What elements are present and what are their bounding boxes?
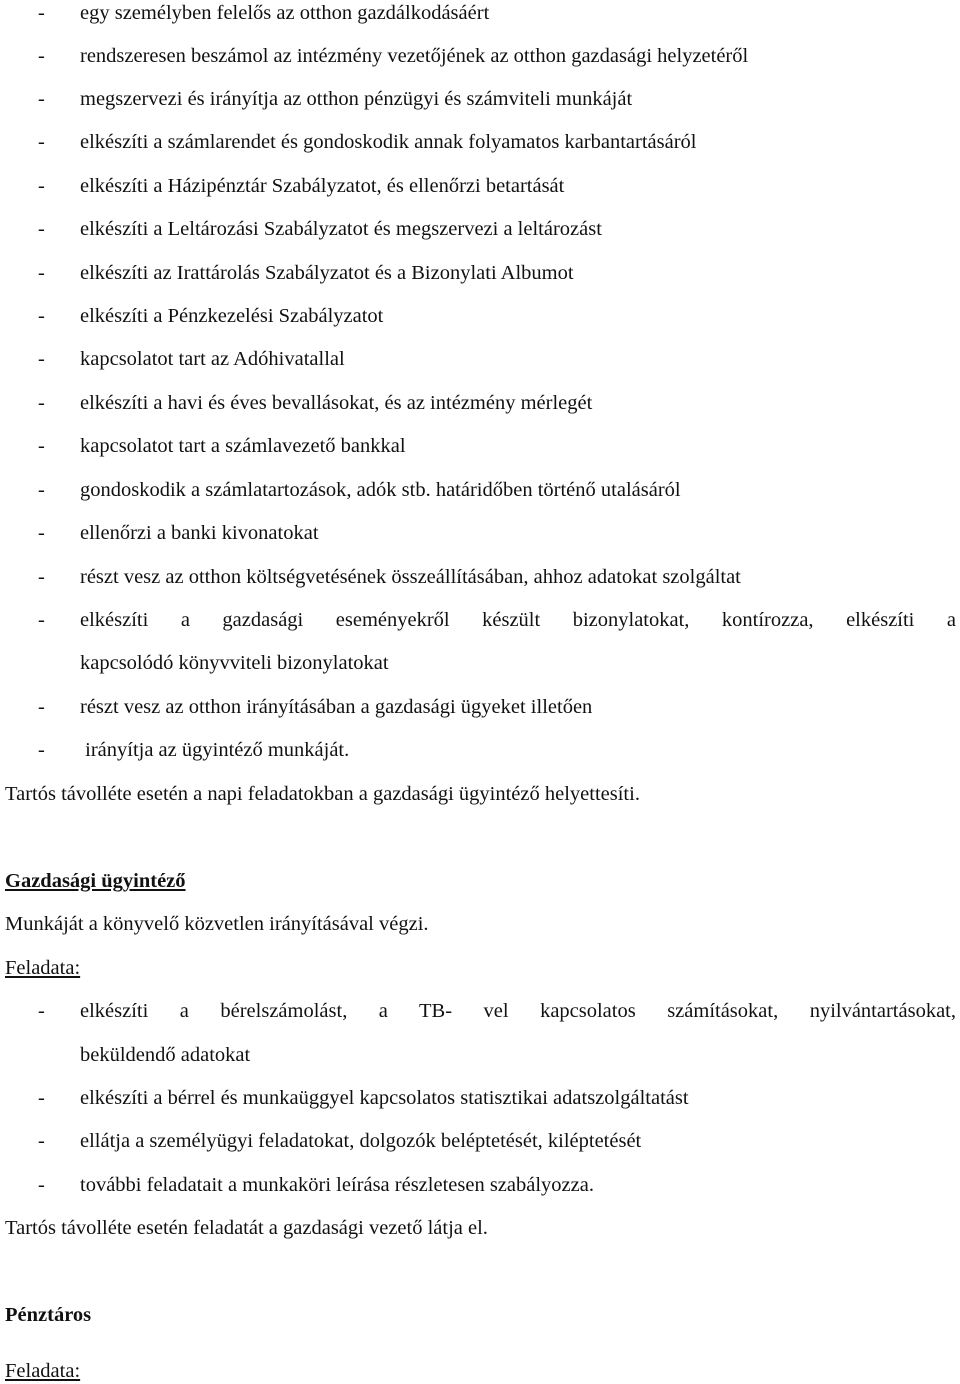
bullet-dash: - bbox=[38, 348, 45, 370]
list-item-text: kapcsolódó könyvviteli bizonylatokat bbox=[80, 652, 389, 674]
list-item-text: rendszeresen beszámol az intézmény vezetőjének az otthon gazdasági helyzetéről bbox=[80, 45, 749, 67]
section-intro: Munkáját a könyvelő közvetlen irányításával végzi. bbox=[5, 913, 429, 935]
absence-note: Tartós távolléte esetén a napi feladatokban a gazdasági ügyintéző helyettesíti. bbox=[5, 783, 640, 805]
bullet-dash: - bbox=[38, 609, 45, 631]
list-item-text: elkészíti a bérrel és munkaüggyel kapcsolatos statisztikai adatszolgáltatást bbox=[80, 1087, 689, 1109]
list-item-text: elkészíti a Pénzkezelési Szabályzatot bbox=[80, 305, 384, 327]
list-item-text: irányítja az ügyintéző munkáját. bbox=[80, 739, 350, 761]
list-item-text: kapcsolatot tart a számlavezető bankkal bbox=[80, 435, 406, 457]
list-item-text: részt vesz az otthon költségvetésének összeállításában, ahhoz adatokat szolgáltat bbox=[80, 566, 741, 588]
bullet-dash: - bbox=[38, 88, 45, 110]
bullet-dash: - bbox=[38, 1087, 45, 1109]
section-title: Pénztáros bbox=[5, 1304, 92, 1326]
bullet-dash: - bbox=[38, 522, 45, 544]
list-item-text: elkészíti a gazdasági eseményekről készült bizonylatokat, kontírozza, elkészíti a bbox=[80, 609, 956, 631]
list-item-text: elkészíti a Házipénztár Szabályzatot, és ellenőrzi betartását bbox=[80, 175, 565, 197]
list-item-text: beküldendő adatokat bbox=[80, 1044, 251, 1066]
bullet-dash: - bbox=[38, 566, 45, 588]
list-item-text: elkészíti a számlarendet és gondoskodik annak folyamatos karbantartásáról bbox=[80, 131, 697, 153]
list-item-text: egy személyben felelős az otthon gazdálkodásáért bbox=[80, 2, 490, 24]
list-item-text: elkészíti a bérelszámolást, a TB- vel kapcsolatos számításokat, nyilvántartásokat, bbox=[80, 1000, 956, 1022]
bullet-dash: - bbox=[38, 131, 45, 153]
bullet-dash: - bbox=[38, 479, 45, 501]
list-item-text: elkészíti a havi és éves bevallásokat, és az intézmény mérlegét bbox=[80, 392, 593, 414]
list-item-text: ellenőrzi a banki kivonatokat bbox=[80, 522, 319, 544]
bullet-dash: - bbox=[38, 392, 45, 414]
bullet-dash: - bbox=[38, 1174, 45, 1196]
list-item-text: elkészíti a Leltározási Szabályzatot és megszervezi a leltározást bbox=[80, 218, 602, 240]
list-item-text: megszervezi és irányítja az otthon pénzügyi és számviteli munkáját bbox=[80, 88, 633, 110]
tasks-label: Feladata: bbox=[5, 957, 81, 979]
bullet-dash: - bbox=[38, 175, 45, 197]
bullet-dash: - bbox=[38, 45, 45, 67]
list-item-text: elkészíti az Irattárolás Szabályzatot és a Bizonylati Albumot bbox=[80, 262, 574, 284]
absence-note: Tartós távolléte esetén feladatát a gazdasági vezető látja el. bbox=[5, 1217, 488, 1239]
list-item-text: kapcsolatot tart az Adóhivatallal bbox=[80, 348, 345, 370]
tasks-label: Feladata: bbox=[5, 1360, 81, 1382]
bullet-dash: - bbox=[38, 1000, 45, 1022]
section-title: Gazdasági ügyintéző bbox=[5, 870, 186, 892]
bullet-dash: - bbox=[38, 739, 45, 761]
bullet-dash: - bbox=[38, 435, 45, 457]
list-item-text: részt vesz az otthon irányításában a gazdasági ügyeket illetően bbox=[80, 696, 593, 718]
list-item-text: gondoskodik a számlatartozások, adók stb. határidőben történő utalásáról bbox=[80, 479, 681, 501]
bullet-dash: - bbox=[38, 2, 45, 24]
bullet-dash: - bbox=[38, 305, 45, 327]
list-item-text: ellátja a személyügyi feladatokat, dolgozók beléptetését, kiléptetését bbox=[80, 1130, 642, 1152]
bullet-dash: - bbox=[38, 1130, 45, 1152]
list-item-text: további feladatait a munkaköri leírása részletesen szabályozza. bbox=[80, 1174, 594, 1196]
bullet-dash: - bbox=[38, 218, 45, 240]
bullet-dash: - bbox=[38, 696, 45, 718]
bullet-dash: - bbox=[38, 262, 45, 284]
